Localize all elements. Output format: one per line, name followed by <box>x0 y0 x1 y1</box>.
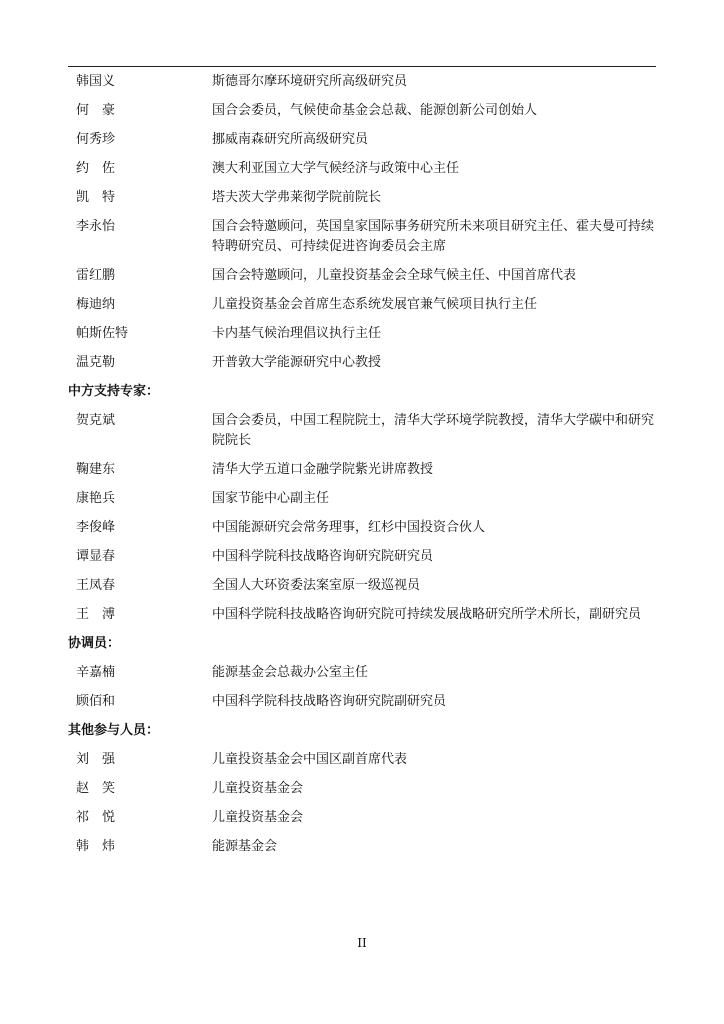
member-title: 斯德哥尔摩环境研究所高级研究员 <box>212 74 408 89</box>
member-title: 全国人大环资委法案室原一级巡视员 <box>212 578 421 593</box>
header-rule <box>68 66 656 67</box>
member-name: 谭显春 <box>76 549 116 564</box>
member-title: 挪威南森研究所高级研究员 <box>212 132 369 147</box>
member-title: 清华大学五道口金融学院紫光讲席教授 <box>212 462 434 477</box>
member-title: 儿童投资基金会 <box>212 810 304 825</box>
member-row <box>68 543 658 572</box>
member-title: 国合会特邀顾问，儿童投资基金会全球气候主任、中国首席代表 <box>212 268 577 283</box>
member-name: 梅迪纳 <box>76 297 116 312</box>
member-name: 韩 炜 <box>76 839 116 854</box>
member-title: 澳大利亚国立大学气候经济与政策中心主任 <box>212 161 460 176</box>
member-row <box>68 68 658 97</box>
member-row <box>68 804 658 833</box>
member-title: 国家节能中心副主任 <box>212 491 330 506</box>
member-name: 何 豪 <box>76 103 116 118</box>
member-name: 鞠建东 <box>76 462 116 477</box>
member-row <box>68 659 658 688</box>
member-title: 能源基金会 <box>212 839 278 854</box>
member-title: 开普敦大学能源研究中心教授 <box>212 355 382 370</box>
member-row <box>68 349 658 378</box>
member-name: 顾佰和 <box>76 694 116 709</box>
member-name: 辛嘉楠 <box>76 665 116 680</box>
member-row <box>68 456 658 485</box>
member-row <box>68 775 658 804</box>
member-row <box>68 485 658 514</box>
member-name: 李俊峰 <box>76 520 116 535</box>
member-row <box>68 155 658 184</box>
page-number: II <box>357 936 367 950</box>
member-name: 帕斯佐特 <box>76 326 129 341</box>
member-row <box>68 320 658 349</box>
member-name: 贺克斌 <box>76 413 116 428</box>
member-row <box>68 126 658 155</box>
member-list <box>68 68 658 862</box>
member-title: 塔夫茨大学弗莱彻学院前院长 <box>212 190 382 205</box>
member-row <box>68 688 658 717</box>
member-name: 康艳兵 <box>76 491 116 506</box>
member-name: 雷红鹏 <box>76 268 116 283</box>
member-title: 国合会委员，气候使命基金会总裁、能源创新公司创始人 <box>212 103 538 118</box>
member-title: 中国能源研究会常务理事，红杉中国投资合伙人 <box>212 520 486 535</box>
member-name: 王 溥 <box>76 607 116 622</box>
member-row <box>68 746 658 775</box>
member-name: 温克勒 <box>76 355 116 370</box>
member-name: 何秀珍 <box>76 132 116 147</box>
member-name: 李永怡 <box>76 219 116 234</box>
member-title: 中国科学院科技战略咨询研究院可持续发展战略研究所学术所长，副研究员 <box>212 607 642 622</box>
member-title: 卡内基气候治理倡议执行主任 <box>212 326 382 341</box>
member-row <box>68 572 658 601</box>
member-row <box>68 833 658 862</box>
member-row <box>68 514 658 543</box>
member-name: 韩国义 <box>76 74 116 89</box>
member-title: 国合会特邀顾问，英国皇家国际事务研究所未来项目研究主任、霍夫曼可持续特聘研究员、可持续促进咨询委员会主席 <box>212 219 655 254</box>
member-name: 赵 笑 <box>76 781 116 796</box>
member-row <box>68 184 658 213</box>
member-title: 能源基金会总裁办公室主任 <box>212 665 369 680</box>
member-title: 儿童投资基金会首席生态系统发展官兼气候项目执行主任 <box>212 297 538 312</box>
member-name: 王凤春 <box>76 578 116 593</box>
member-row <box>68 407 658 456</box>
member-name: 刘 强 <box>76 752 116 767</box>
member-title: 儿童投资基金会中国区副首席代表 <box>212 752 408 767</box>
member-title: 中国科学院科技战略咨询研究院副研究员 <box>212 694 447 709</box>
section-heading-coordinators: 协调员： <box>68 636 121 651</box>
member-row <box>68 213 658 262</box>
member-row <box>68 97 658 126</box>
member-row <box>68 601 658 630</box>
member-name: 凯 特 <box>76 190 116 205</box>
section-heading-chinese-experts: 中方支持专家： <box>68 384 160 399</box>
member-row <box>68 262 658 291</box>
member-title: 国合会委员，中国工程院院士，清华大学环境学院教授，清华大学碳中和研究院院长 <box>212 413 655 448</box>
member-name: 祁 悦 <box>76 810 116 825</box>
member-name: 约 佐 <box>76 161 116 176</box>
member-title: 中国科学院科技战略咨询研究院研究员 <box>212 549 434 564</box>
member-row <box>68 291 658 320</box>
section-heading-other-participants: 其他参与人员： <box>68 723 160 738</box>
member-title: 儿童投资基金会 <box>212 781 304 796</box>
